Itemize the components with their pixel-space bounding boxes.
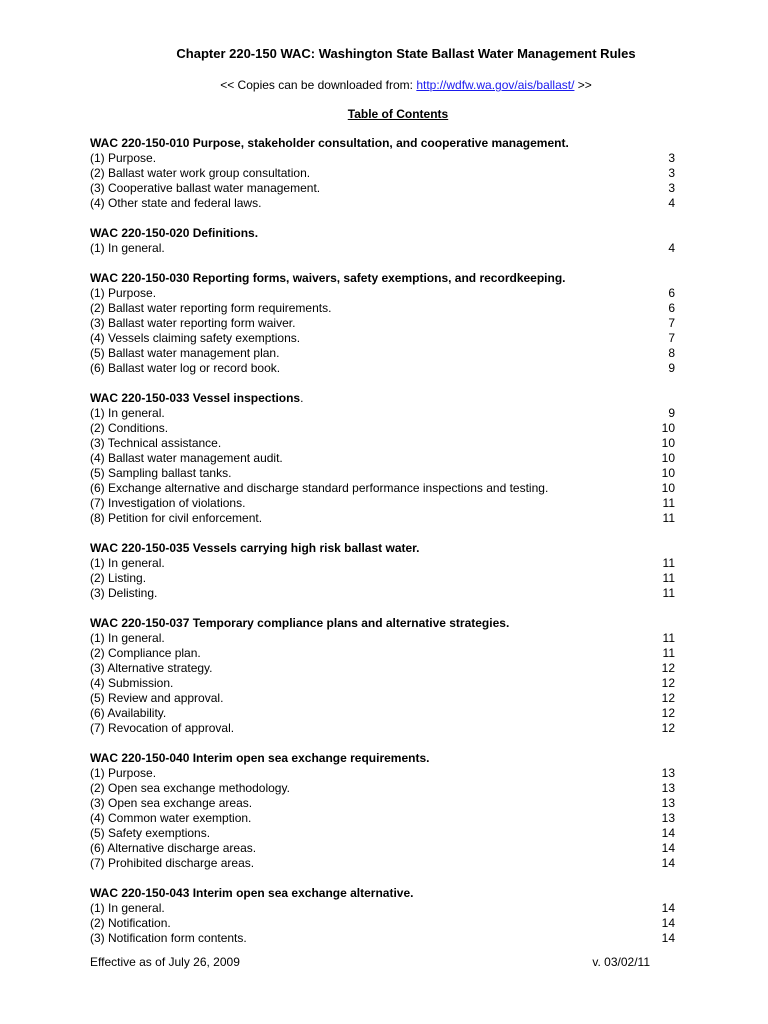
toc-entry[interactable]	[90, 901, 675, 916]
toc-entry[interactable]	[90, 181, 675, 196]
toc-entry-page: 3	[668, 166, 675, 180]
toc-entry[interactable]	[90, 361, 675, 376]
toc-entry-page: 11	[662, 511, 675, 525]
toc-entry-label: (3) Alternative strategy.	[90, 661, 213, 675]
toc-entry-label: (3) Open sea exchange areas.	[90, 796, 253, 810]
download-link[interactable]: http://wdfw.wa.gov/ais/ballast/	[416, 78, 575, 92]
toc-entry-page: 10	[661, 436, 675, 450]
toc-entry[interactable]	[90, 706, 675, 721]
toc-entry-page: 11	[662, 571, 675, 585]
toc-entry-label: (7) Prohibited discharge areas.	[90, 856, 255, 870]
document-title: Chapter 220-150 WAC: Washington State Ballast Water Management Rules	[176, 46, 636, 61]
toc-entry-label: (1) In general.	[90, 406, 165, 420]
toc-entry-page: 13	[661, 766, 675, 780]
toc-entry[interactable]	[90, 646, 675, 661]
toc-entry-page: 7	[668, 331, 675, 345]
toc-entry-page: 13	[661, 781, 675, 795]
section-heading	[90, 271, 675, 286]
toc-entry-page: 9	[668, 406, 675, 420]
toc-entry-page: 12	[661, 661, 675, 675]
toc-entry-label: (6) Ballast water log or record book.	[90, 361, 281, 375]
section-heading-text: WAC 220-150-033 Vessel inspections	[90, 391, 301, 405]
toc-entry-label: (3) Technical assistance.	[90, 436, 222, 450]
toc-sections	[90, 136, 675, 961]
toc-entry-page: 3	[668, 181, 675, 195]
toc-entry-label: (3) Notification form contents.	[90, 931, 247, 945]
toc-entry-page: 11	[662, 646, 675, 660]
toc-entry-label: (2) Notification.	[90, 916, 171, 930]
toc-entry[interactable]	[90, 316, 675, 331]
effective-date: Effective as of July 26, 2009	[90, 955, 240, 969]
toc-entry[interactable]	[90, 766, 675, 781]
section-heading	[90, 751, 675, 766]
toc-entry[interactable]	[90, 436, 675, 451]
toc-entry-label: (7) Revocation of approval.	[90, 721, 235, 735]
page-footer	[90, 955, 650, 969]
toc-entry-label: (5) Ballast water management plan.	[90, 346, 280, 360]
toc-entry[interactable]	[90, 916, 675, 931]
toc-entry-page: 12	[661, 706, 675, 720]
toc-entry-label: (6) Exchange alternative and discharge standard performance inspections and testing.	[90, 481, 549, 495]
section-heading-text: WAC 220-150-010 Purpose, stakeholder consultation, and cooperative management.	[90, 136, 569, 150]
toc-entry-label: (3) Ballast water reporting form waiver.	[90, 316, 296, 330]
toc-entry-label: (2) Compliance plan.	[90, 646, 201, 660]
section-heading-suffix: .	[300, 391, 304, 405]
toc-entry[interactable]	[90, 811, 675, 826]
toc-section	[90, 226, 675, 256]
toc-entry-page: 10	[661, 466, 675, 480]
toc-entry-page: 14	[661, 841, 675, 855]
toc-entry-page: 10	[661, 481, 675, 495]
toc-entry-page: 12	[661, 676, 675, 690]
toc-entry[interactable]	[90, 856, 675, 871]
toc-entry-label: (1) Purpose.	[90, 766, 157, 780]
toc-entry-page: 4	[668, 241, 675, 255]
toc-entry[interactable]	[90, 421, 675, 436]
toc-entry[interactable]	[90, 826, 675, 841]
toc-section	[90, 136, 675, 211]
toc-entry[interactable]	[90, 721, 675, 736]
toc-entry[interactable]	[90, 196, 675, 211]
section-heading	[90, 886, 675, 901]
toc-entry-label: (3) Delisting.	[90, 586, 158, 600]
toc-entry[interactable]	[90, 301, 675, 316]
toc-entry[interactable]	[90, 496, 675, 511]
toc-entry-page: 14	[661, 916, 675, 930]
toc-entry-label: (6) Alternative discharge areas.	[90, 841, 257, 855]
copies-suffix: >>	[577, 78, 592, 92]
toc-entry-label: (2) Open sea exchange methodology.	[90, 781, 290, 795]
toc-entry-label: (8) Petition for civil enforcement.	[90, 511, 263, 525]
toc-entry[interactable]	[90, 631, 675, 646]
copies-prefix: << Copies can be downloaded from:	[220, 78, 413, 92]
section-heading	[90, 541, 675, 556]
toc-entry-label: (1) In general.	[90, 241, 165, 255]
version-label: v. 03/02/11	[592, 955, 650, 969]
toc-entry[interactable]	[90, 406, 675, 421]
section-heading-text: WAC 220-150-035 Vessels carrying high risk ballast water.	[90, 541, 420, 555]
toc-entry[interactable]	[90, 511, 675, 526]
toc-entry-label: (1) In general.	[90, 556, 165, 570]
toc-section	[90, 751, 675, 871]
section-heading	[90, 136, 675, 151]
toc-entry-label: (4) Other state and federal laws.	[90, 196, 262, 210]
toc-entry-page: 11	[662, 556, 675, 570]
toc-entry-page: 4	[668, 196, 675, 210]
toc-entry-page: 6	[668, 286, 675, 300]
toc-entry-page: 11	[662, 631, 675, 645]
toc-entry-page: 11	[662, 586, 675, 600]
toc-entry-label: (2) Listing.	[90, 571, 147, 585]
toc-entry[interactable]	[90, 241, 675, 256]
section-heading-text: WAC 220-150-030 Reporting forms, waivers, safety exemptions, and recordkeeping.	[90, 271, 566, 285]
section-heading-text: WAC 220-150-037 Temporary compliance plans and alternative strategies.	[90, 616, 510, 630]
toc-entry-page: 11	[662, 496, 675, 510]
toc-entry-label: (2) Ballast water work group consultation.	[90, 166, 311, 180]
toc-entry-page: 9	[668, 361, 675, 375]
toc-section	[90, 271, 675, 376]
toc-entry[interactable]	[90, 451, 675, 466]
toc-entry-page: 14	[661, 826, 675, 840]
toc-entry[interactable]	[90, 466, 675, 481]
toc-entry[interactable]	[90, 166, 675, 181]
section-heading-text: WAC 220-150-020 Definitions.	[90, 226, 259, 240]
toc-entry-page: 6	[668, 301, 675, 315]
toc-entry[interactable]	[90, 841, 675, 856]
toc-section	[90, 541, 675, 601]
toc-entry[interactable]	[90, 586, 675, 601]
section-heading	[90, 616, 675, 631]
toc-entry-label: (4) Common water exemption.	[90, 811, 252, 825]
toc-entry-label: (1) In general.	[90, 901, 165, 915]
toc-entry[interactable]	[90, 931, 675, 946]
toc-entry-page: 13	[661, 811, 675, 825]
toc-entry-page: 12	[661, 691, 675, 705]
toc-entry-label: (5) Review and approval.	[90, 691, 224, 705]
toc-entry-page: 14	[661, 856, 675, 870]
toc-entry-label: (1) In general.	[90, 631, 165, 645]
toc-entry-label: (6) Availability.	[90, 706, 167, 720]
toc-entry-page: 14	[661, 931, 675, 945]
toc-entry[interactable]	[90, 286, 675, 301]
toc-entry-page: 14	[661, 901, 675, 915]
toc-entry[interactable]	[90, 781, 675, 796]
toc-entry[interactable]	[90, 481, 675, 496]
toc-entry-label: (3) Cooperative ballast water management.	[90, 181, 321, 195]
toc-entry-page: 12	[661, 721, 675, 735]
toc-entry-label: (2) Ballast water reporting form requirements.	[90, 301, 332, 315]
toc-entry-label: (7) Investigation of violations.	[90, 496, 246, 510]
toc-entry-page: 10	[661, 451, 675, 465]
toc-entry-page: 13	[661, 796, 675, 810]
toc-entry-page: 7	[668, 316, 675, 330]
toc-entry[interactable]	[90, 151, 675, 166]
toc-entry-label: (4) Vessels claiming safety exemptions.	[90, 331, 301, 345]
toc-entry-label: (5) Sampling ballast tanks.	[90, 466, 232, 480]
toc-entry-label: (5) Safety exemptions.	[90, 826, 211, 840]
toc-section	[90, 616, 675, 736]
toc-entry[interactable]	[90, 661, 675, 676]
toc-entry[interactable]	[90, 571, 675, 586]
toc-entry-label: (4) Ballast water management audit.	[90, 451, 283, 465]
toc-entry[interactable]	[90, 796, 675, 811]
toc-entry[interactable]	[90, 691, 675, 706]
toc-section	[90, 886, 675, 946]
toc-entry-label: (1) Purpose.	[90, 151, 157, 165]
toc-entry[interactable]	[90, 676, 675, 691]
toc-entry-label: (2) Conditions.	[90, 421, 169, 435]
toc-entry-page: 8	[668, 346, 675, 360]
toc-entry-label: (4) Submission.	[90, 676, 174, 690]
section-heading-text: WAC 220-150-040 Interim open sea exchange requirements.	[90, 751, 430, 765]
toc-title: Table of Contents	[347, 107, 449, 121]
toc-entry[interactable]	[90, 556, 675, 571]
copies-note	[0, 78, 768, 92]
toc-entry-page: 10	[661, 421, 675, 435]
toc-entry[interactable]	[90, 331, 675, 346]
section-heading-text: WAC 220-150-043 Interim open sea exchange alternative.	[90, 886, 414, 900]
toc-entry-label: (1) Purpose.	[90, 286, 157, 300]
toc-entry[interactable]	[90, 346, 675, 361]
section-heading	[90, 391, 675, 406]
section-heading	[90, 226, 675, 241]
toc-section	[90, 391, 675, 526]
toc-entry-page: 3	[668, 151, 675, 165]
